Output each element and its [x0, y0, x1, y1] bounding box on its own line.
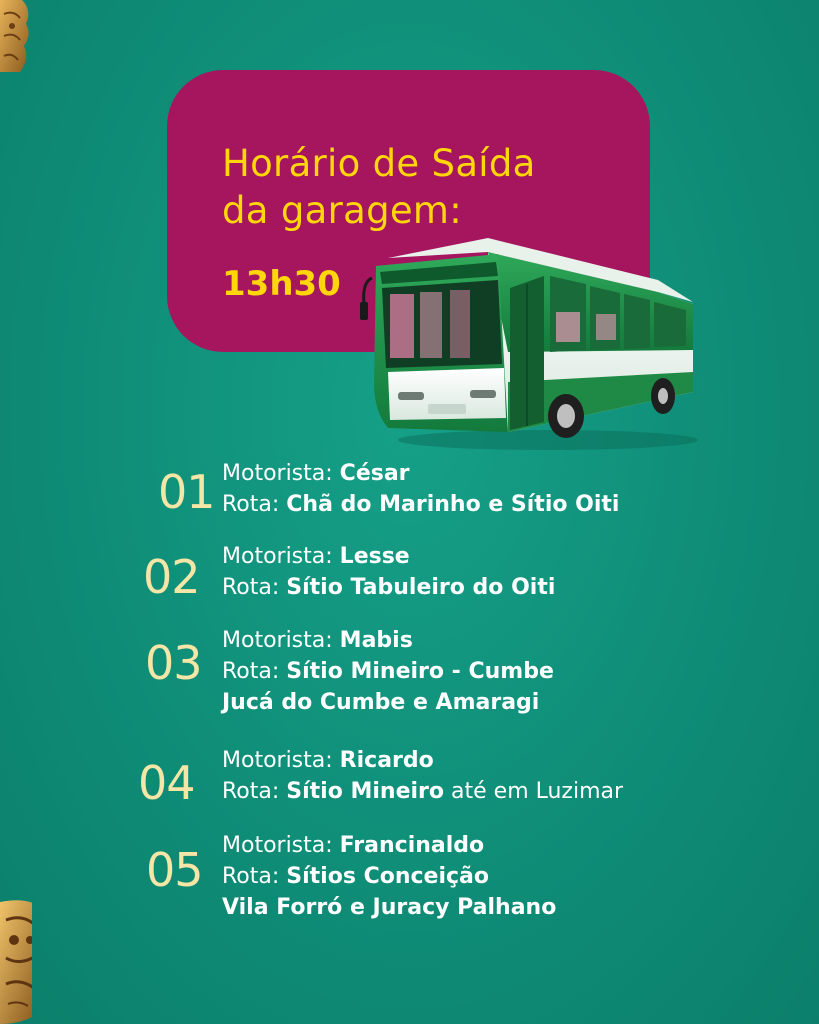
carved-ornament-top-left — [0, 0, 32, 72]
driver-line — [222, 745, 623, 776]
driver-name: Ricardo — [339, 748, 434, 773]
route-continuation: Jucá do Cumbe e Amaragi — [222, 690, 540, 715]
route-name: Sítios Conceição — [286, 864, 490, 889]
entry-number: 01 — [158, 465, 215, 519]
page-title — [222, 140, 642, 234]
driver-name: Francinaldo — [339, 833, 485, 858]
title-line-1: Horário de Saída — [222, 142, 536, 185]
route-name: Sítio Mineiro — [286, 779, 445, 804]
route-suffix: até em Luzimar — [444, 779, 624, 804]
carved-ornament-bottom-left — [0, 896, 32, 1024]
entry-number: 04 — [138, 756, 195, 810]
driver-line — [222, 541, 555, 572]
driver-label: Motorista: — [222, 748, 340, 773]
driver-name: Lesse — [339, 544, 410, 569]
route-name: Sítio Tabuleiro do Oiti — [286, 575, 556, 600]
route-continuation: Vila Forró e Juracy Palhano — [222, 895, 557, 920]
driver-name: César — [339, 461, 410, 486]
driver-line — [222, 625, 554, 656]
driver-line — [222, 458, 619, 489]
route-label: Rota: — [222, 864, 287, 889]
driver-line — [222, 830, 556, 861]
driver-label: Motorista: — [222, 833, 340, 858]
route-name: Sítio Mineiro - Cumbe — [286, 659, 554, 684]
route-label: Rota: — [222, 575, 287, 600]
route-line — [222, 861, 556, 892]
title-line-2: da garagem: — [222, 189, 463, 232]
route-label: Rota: — [222, 659, 287, 684]
route-label: Rota: — [222, 779, 287, 804]
departure-time: 13h30 — [222, 264, 341, 304]
route-line — [222, 489, 619, 520]
route-line — [222, 572, 555, 603]
route-name: Chã do Marinho e Sítio Oiti — [286, 492, 620, 517]
entry-number: 05 — [146, 843, 203, 897]
entry-number: 03 — [145, 636, 202, 690]
driver-label: Motorista: — [222, 544, 340, 569]
route-label: Rota: — [222, 492, 287, 517]
driver-label: Motorista: — [222, 461, 340, 486]
entry-number: 02 — [143, 550, 200, 604]
route-line — [222, 656, 554, 687]
bus-icon — [358, 232, 698, 454]
driver-name: Mabis — [339, 628, 413, 653]
driver-label: Motorista: — [222, 628, 340, 653]
route-line — [222, 776, 623, 807]
